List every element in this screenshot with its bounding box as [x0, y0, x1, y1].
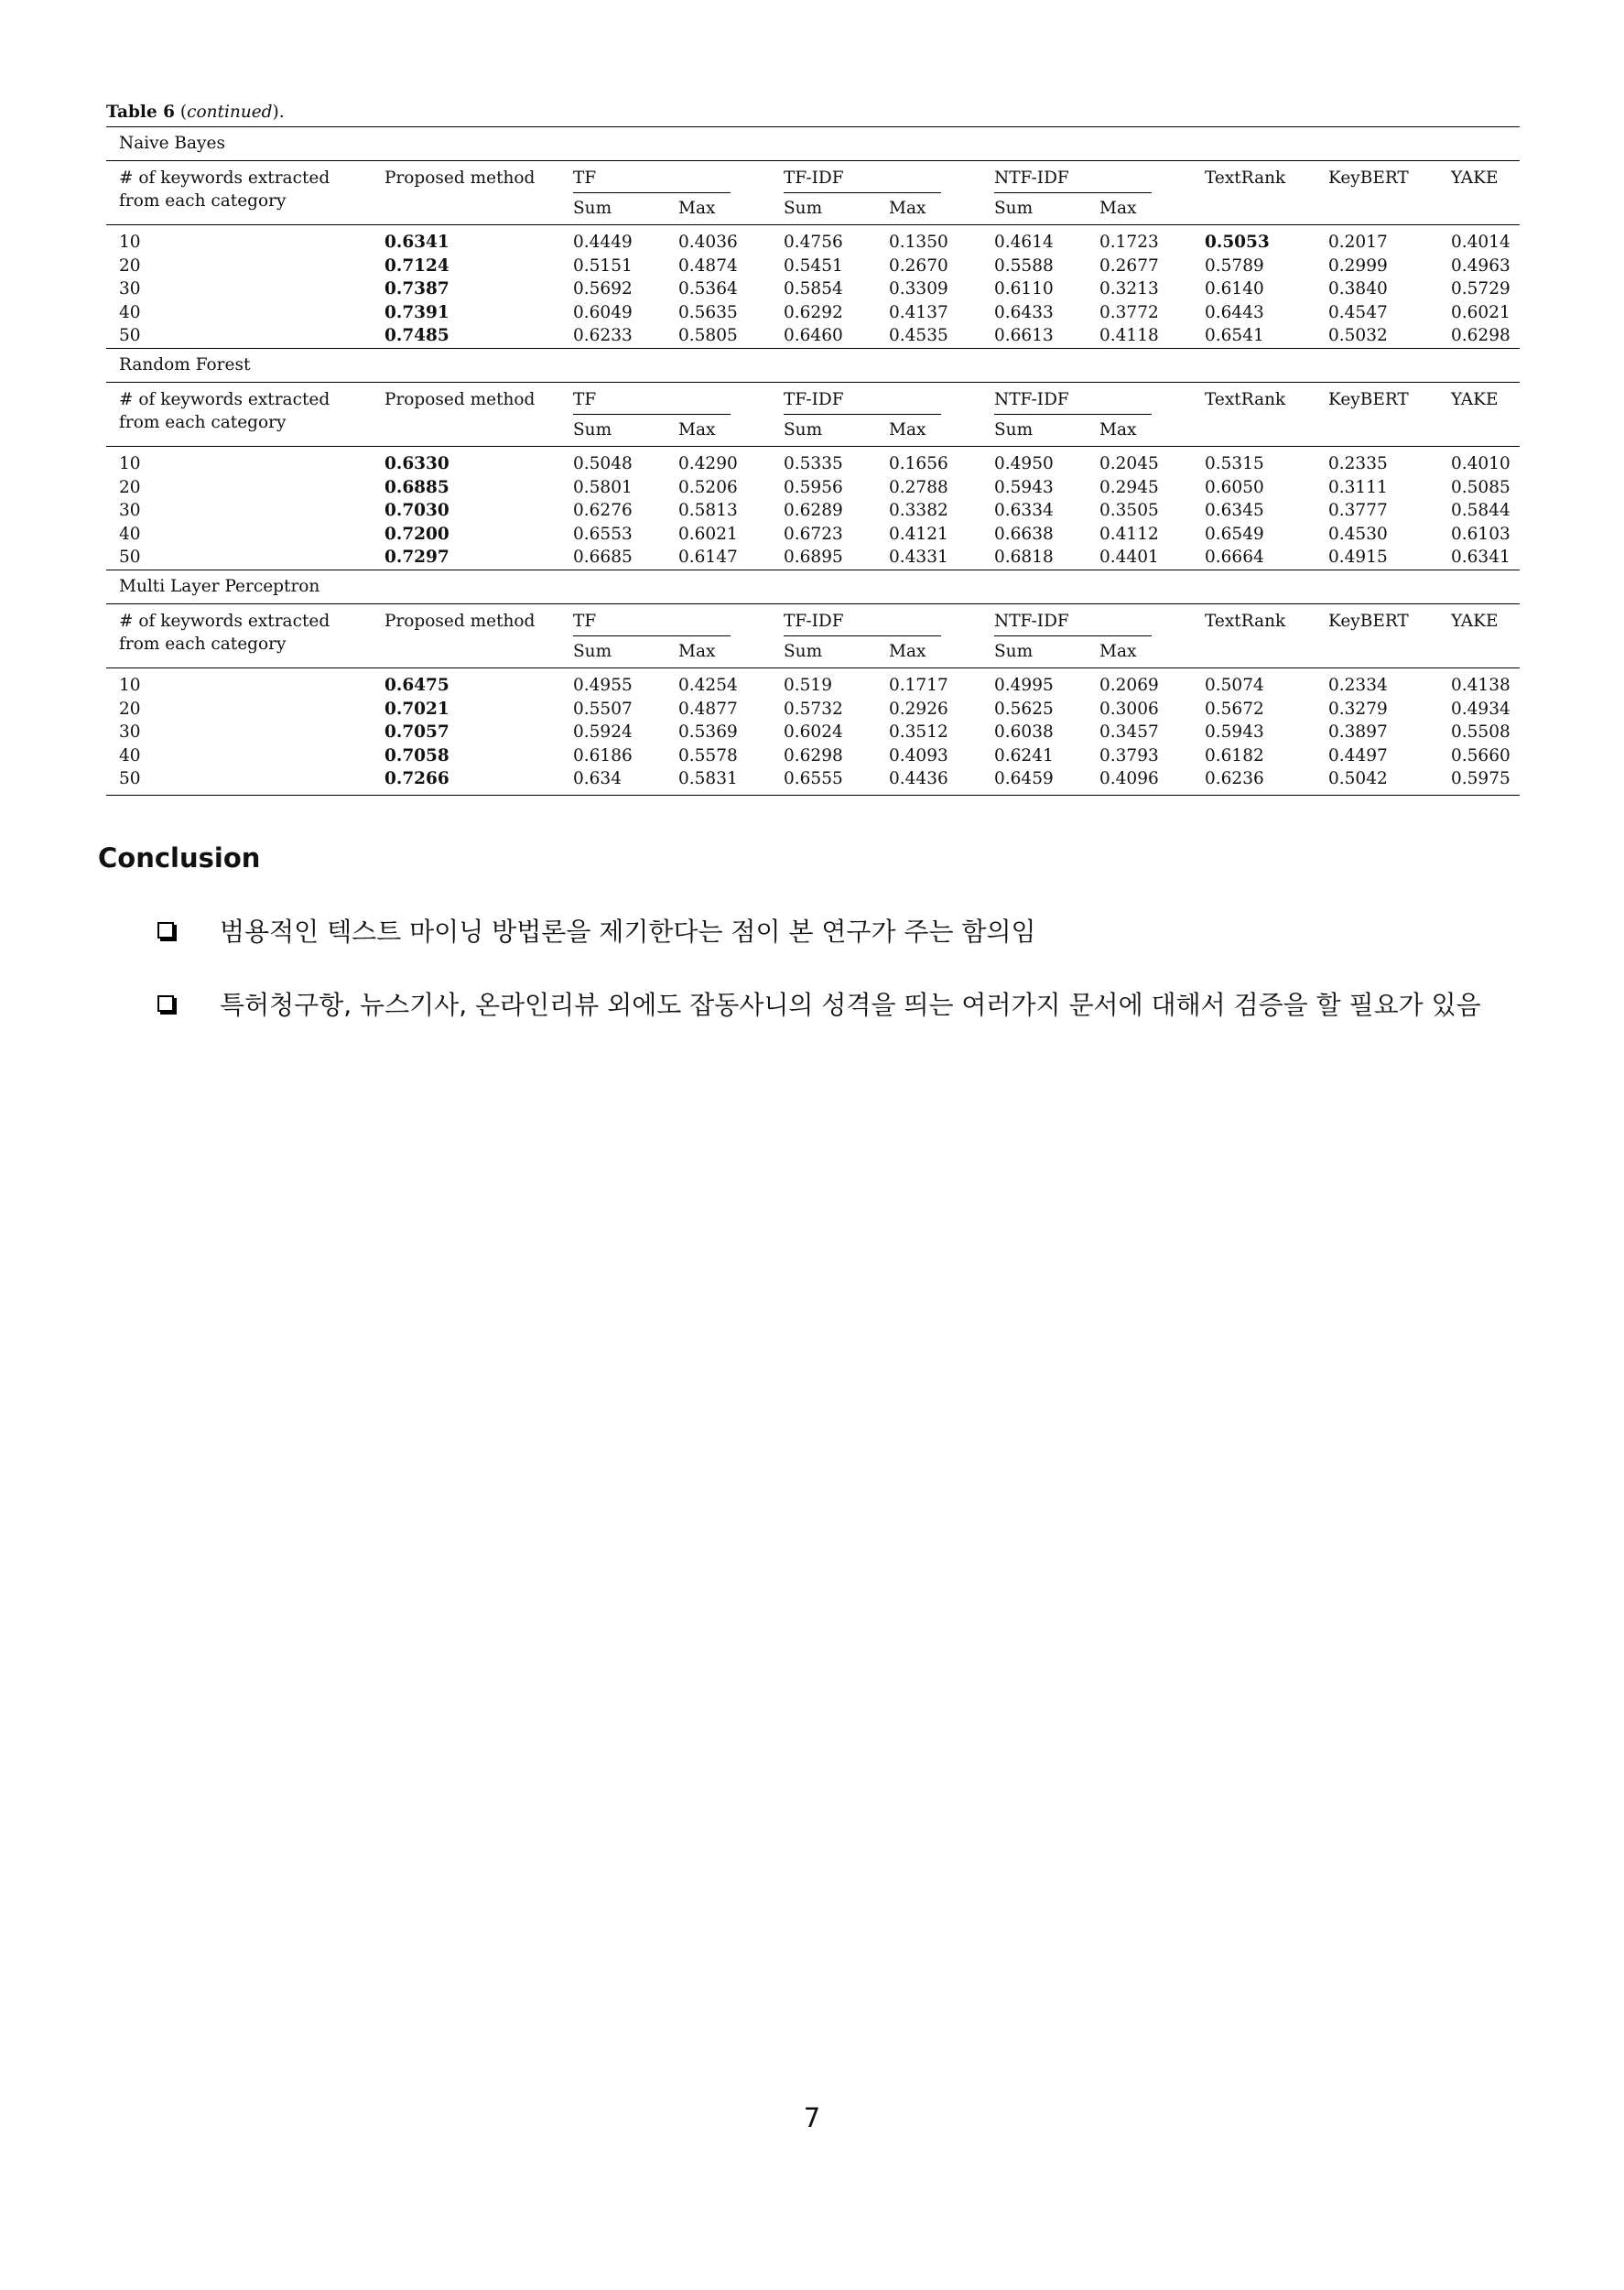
subheader-sum: Sum: [573, 419, 612, 440]
table-cell: 0.2670: [889, 255, 948, 276]
table-cell: 0.3777: [1328, 501, 1388, 521]
table-cell: 0.5369: [678, 722, 738, 743]
subheader-max: Max: [889, 199, 926, 218]
table-cell: 0.2069: [1087, 667, 1192, 697]
table-cell: 0.5588: [994, 255, 1054, 276]
header-tf: [560, 382, 771, 415]
subheader-max: Max: [678, 419, 716, 440]
table-cell: 0.6292: [784, 302, 843, 322]
table-caption-label: Table 6: [106, 103, 176, 122]
table-cell: 0.5507: [573, 699, 633, 719]
table-cell: 0.6330: [372, 446, 560, 475]
section-title: Multi Layer Perceptron: [106, 570, 1520, 603]
table-cell: 0.4010: [1438, 446, 1520, 475]
table-cell: 0.6024: [784, 722, 843, 743]
table-cell: 0.6147: [678, 548, 738, 568]
section-title: Random Forest: [106, 348, 1520, 382]
table-cell: 0.6553: [573, 524, 633, 544]
table-row: [106, 277, 1520, 301]
table-cell: 0.4138: [1438, 667, 1520, 697]
table-cell: 0.5831: [666, 767, 771, 795]
table-cell: 0.6885: [384, 477, 449, 497]
header-tf: [560, 603, 771, 636]
table-cell: 0.4547: [1328, 302, 1388, 322]
table-cell: 0.5854: [784, 279, 843, 299]
table-cell: 0.3279: [1328, 699, 1388, 719]
table-cell: 0.6298: [784, 745, 843, 765]
header-textrank: TextRank: [1192, 382, 1315, 446]
section-title: Naive Bayes: [106, 127, 1520, 161]
table-cell: 0.5053: [1192, 225, 1315, 255]
table-cell: 0.3793: [1099, 745, 1159, 765]
table-cell: 0.4436: [876, 767, 981, 795]
table-cell: 0.3512: [889, 722, 948, 743]
table-cell: 40: [119, 745, 141, 765]
subheader-sum: Sum: [573, 641, 612, 661]
table-cell: 0.5789: [1205, 255, 1264, 276]
table-cell: 0.5924: [573, 722, 633, 743]
header-keywords-line1: # of keywords extracted: [119, 389, 330, 409]
table-cell: 0.4877: [678, 699, 738, 719]
table-cell: 0.7485: [384, 326, 449, 346]
table-cell: 0.5206: [678, 477, 738, 497]
table-cell: 0.7021: [384, 699, 449, 719]
table-cell: 0.6236: [1192, 767, 1315, 795]
table-cell: 0.3382: [889, 501, 948, 521]
header-tfidf: [771, 603, 981, 636]
table-cell: 0.4874: [678, 255, 738, 276]
table-cell: 0.7058: [384, 745, 449, 765]
table-cell: 0.4014: [1438, 225, 1520, 255]
table-cell: 0.5943: [1205, 722, 1264, 743]
table-caption-note: continued: [187, 103, 273, 122]
header-proposed: Proposed method: [372, 161, 560, 225]
table-cell: 0.5732: [784, 699, 843, 719]
table-cell: 0.5578: [678, 745, 738, 765]
table-cell: 40: [119, 524, 141, 544]
table-cell: 10: [106, 446, 372, 475]
table-cell: 0.6298: [1451, 326, 1510, 346]
table-cell: 0.4118: [1099, 326, 1159, 346]
table-cell: 0.6664: [1205, 548, 1264, 568]
subheader-sum: Sum: [784, 419, 823, 440]
header-tfidf-label: TF-IDF: [784, 167, 941, 193]
subheader-max: Max: [1099, 199, 1137, 218]
table-cell: 0.4756: [771, 225, 876, 255]
table-cell: 0.5975: [1438, 767, 1520, 795]
subheader-sum: Sum: [994, 419, 1034, 440]
table-cell: 0.4535: [889, 326, 948, 346]
header-keybert: KeyBERT: [1315, 161, 1438, 225]
table-cell: 0.2335: [1315, 446, 1438, 475]
table-cell: 0.7124: [384, 255, 449, 276]
table-cell: 0.2017: [1315, 225, 1438, 255]
table-cell: 10: [106, 667, 372, 697]
subheader-sum: Sum: [994, 641, 1034, 661]
table-cell: 0.4950: [981, 446, 1087, 475]
header-ntfidf-label: NTF-IDF: [994, 167, 1152, 193]
table-cell: 0.5032: [1328, 326, 1388, 346]
header-keywords-line2: from each category: [119, 412, 287, 432]
table-cell: 0.3111: [1328, 477, 1388, 497]
table-cell: 0.4614: [981, 225, 1087, 255]
table-cell: 0.6341: [372, 225, 560, 255]
table-cell: 0.6723: [784, 524, 843, 544]
table-cell: 0.4955: [560, 667, 666, 697]
table-cell: 0.6038: [994, 722, 1054, 743]
table-cell: 0.6103: [1451, 524, 1510, 544]
header-keybert: KeyBERT: [1315, 603, 1438, 667]
table-row: [106, 255, 1520, 278]
table-cell: 0.7391: [384, 302, 449, 322]
bullet-item: [157, 906, 1549, 958]
header-keywords-line2: from each category: [119, 191, 287, 211]
table-row: [106, 667, 1520, 697]
table-cell: 0.5364: [678, 279, 738, 299]
bullet-text: 범용적인 텍스트 마이닝 방법론을 제기한다는 점이 본 연구가 주는 함의임: [220, 917, 1036, 947]
table-row: [106, 721, 1520, 744]
table-cell: 0.3457: [1099, 722, 1159, 743]
table-cell: 0.7297: [384, 548, 449, 568]
table-cell: 0.6050: [1205, 477, 1264, 497]
table-cell: 0.6541: [1205, 326, 1264, 346]
table-cell: 0.6186: [573, 745, 633, 765]
page-number: 7: [803, 2102, 821, 2133]
header-keywords-line1: # of keywords extracted: [119, 611, 330, 631]
header-yake: YAKE: [1438, 603, 1520, 667]
table-cell: 0.3897: [1328, 722, 1388, 743]
table-cell: 0.3772: [1099, 302, 1159, 322]
subheader-max: Max: [1099, 641, 1137, 661]
table-cell: 0.5074: [1192, 667, 1315, 697]
header-proposed: Proposed method: [372, 382, 560, 446]
header-row: [106, 382, 1520, 415]
table-cell: 0.4401: [1099, 548, 1159, 568]
table-cell: 0.4290: [666, 446, 771, 475]
header-keywords-line1: # of keywords extracted: [119, 168, 330, 188]
table-cell: 0.4096: [1087, 767, 1192, 795]
table-cell: 0.4497: [1328, 745, 1388, 765]
header-tfidf: [771, 161, 981, 194]
table-row: [106, 698, 1520, 722]
checkbox-bullet-icon: [157, 922, 174, 939]
table-cell: 0.2334: [1315, 667, 1438, 697]
header-row: [106, 603, 1520, 636]
table-cell: 0.6233: [573, 326, 633, 346]
table-cell: 0.5805: [678, 326, 738, 346]
table-cell: 0.1656: [876, 446, 981, 475]
table-cell: 0.6345: [1205, 501, 1264, 521]
header-tf-label: TF: [573, 388, 731, 415]
header-tf: [560, 161, 771, 194]
table-cell: 0.4112: [1099, 524, 1159, 544]
table-cell: 20: [119, 477, 141, 497]
header-tfidf-label: TF-IDF: [784, 388, 941, 415]
header-tf-label: TF: [573, 167, 731, 193]
subheader-max: Max: [889, 641, 926, 661]
header-proposed: Proposed method: [372, 603, 560, 667]
table-cell: 0.6182: [1205, 745, 1264, 765]
table-cell: 0.4995: [981, 667, 1087, 697]
table-cell: 0.2677: [1099, 255, 1159, 276]
conclusion-heading: Conclusion: [98, 842, 261, 874]
table-cell: 0.5844: [1451, 501, 1510, 521]
table-cell: 0.5956: [784, 477, 843, 497]
table-cell: 0.2999: [1328, 255, 1388, 276]
header-ntfidf: [981, 161, 1192, 194]
table-cell: 0.5672: [1205, 699, 1264, 719]
table-cell: 30: [119, 279, 141, 299]
table-cell: 0.5151: [573, 255, 633, 276]
table-cell: 0.6549: [1205, 524, 1264, 544]
table-row: [106, 499, 1520, 523]
section-title-row: [106, 570, 1520, 603]
table-row: [106, 324, 1520, 348]
subheader-max: Max: [678, 199, 716, 218]
header-ntfidf-label: NTF-IDF: [994, 388, 1152, 415]
table-row: [106, 744, 1520, 768]
table-cell: 0.6460: [784, 326, 843, 346]
table-cell: 0.5635: [678, 302, 738, 322]
bullet-text: 특허청구항, 뉴스기사, 온라인리뷰 외에도 잡동사니의 성격을 띄는 여러가지 문서에 대해서 검증을 할 필요가 있음: [220, 990, 1481, 1020]
header-keywords: [106, 603, 372, 667]
table-cell: 0.5042: [1315, 767, 1438, 795]
table-cell: 0.3840: [1328, 279, 1388, 299]
table-cell: 0.2926: [889, 699, 948, 719]
results-table: [106, 126, 1520, 796]
table-cell: 0.4915: [1328, 548, 1388, 568]
table-cell: 0.6276: [573, 501, 633, 521]
table-cell: 0.6818: [994, 548, 1054, 568]
table-cell: 0.6241: [994, 745, 1054, 765]
header-tfidf: [771, 382, 981, 415]
table-cell: 0.6334: [994, 501, 1054, 521]
table-cell: 0.6289: [784, 501, 843, 521]
table-cell: 0.5315: [1192, 446, 1315, 475]
table-cell: 0.6475: [372, 667, 560, 697]
table-cell: 0.6140: [1205, 279, 1264, 299]
subheader-max: Max: [678, 641, 716, 661]
table-cell: 0.6049: [573, 302, 633, 322]
conclusion-bullets: [157, 906, 1549, 1053]
header-textrank: TextRank: [1192, 161, 1315, 225]
subheader-sum: Sum: [994, 199, 1034, 218]
table-cell: 50: [106, 767, 372, 795]
table-cell: 20: [119, 699, 141, 719]
table-cell: 0.5335: [771, 446, 876, 475]
table-cell: 0.2045: [1087, 446, 1192, 475]
table-cell: 0.5451: [784, 255, 843, 276]
header-textrank: TextRank: [1192, 603, 1315, 667]
table-cell: 0.6459: [981, 767, 1087, 795]
table-cell: 0.1723: [1087, 225, 1192, 255]
bullet-item: [157, 980, 1549, 1031]
table-cell: 0.5048: [560, 446, 666, 475]
table-cell: 0.3006: [1099, 699, 1159, 719]
table-cell: 50: [119, 326, 141, 346]
table-cell: 20: [119, 255, 141, 276]
table-cell: 0.4331: [889, 548, 948, 568]
header-keybert: KeyBERT: [1315, 382, 1438, 446]
table-cell: 30: [119, 501, 141, 521]
header-ntfidf-label: NTF-IDF: [994, 610, 1152, 636]
table-cell: 0.6021: [678, 524, 738, 544]
table-cell: 0.5943: [994, 477, 1054, 497]
subheader-max: Max: [1099, 419, 1137, 440]
table-cell: 0.4137: [889, 302, 948, 322]
header-ntfidf: [981, 603, 1192, 636]
section-title-row: [106, 127, 1520, 161]
table-cell: 0.6895: [784, 548, 843, 568]
header-keywords: [106, 382, 372, 446]
header-row: [106, 161, 1520, 194]
table-cell: 50: [119, 548, 141, 568]
table-row: [106, 546, 1520, 570]
table-cell: 0.7030: [384, 501, 449, 521]
table-cell: 40: [119, 302, 141, 322]
table-cell: 0.519: [771, 667, 876, 697]
table-cell: 0.7387: [384, 279, 449, 299]
table-cell: 0.6110: [994, 279, 1054, 299]
header-tf-label: TF: [573, 610, 731, 636]
header-yake: YAKE: [1438, 382, 1520, 446]
table-cell: 0.5729: [1451, 279, 1510, 299]
table-cell: 0.5660: [1451, 745, 1510, 765]
table-cell: 0.5508: [1451, 722, 1510, 743]
table-cell: 10: [106, 225, 372, 255]
subheader-sum: Sum: [784, 199, 823, 218]
table-row: [106, 523, 1520, 547]
table-cell: 0.6443: [1205, 302, 1264, 322]
checkbox-bullet-icon: [157, 995, 174, 1012]
subheader-sum: Sum: [784, 641, 823, 661]
table-cell: 0.1717: [876, 667, 981, 697]
table-cell: 0.4449: [560, 225, 666, 255]
table-cell: 0.4934: [1451, 699, 1510, 719]
subheader-sum: Sum: [573, 199, 612, 218]
table-cell: 0.5085: [1451, 477, 1510, 497]
table-cell: 0.4254: [666, 667, 771, 697]
table-row: [106, 301, 1520, 325]
table-cell: 0.6021: [1451, 302, 1510, 322]
table-cell: 0.6613: [994, 326, 1054, 346]
table-cell: 0.4963: [1451, 255, 1510, 276]
header-keywords: [106, 161, 372, 225]
header-tfidf-label: TF-IDF: [784, 610, 941, 636]
table-cell: 0.6341: [1451, 548, 1510, 568]
table-cell: 0.4121: [889, 524, 948, 544]
table-caption-close: ).: [272, 103, 285, 122]
subheader-max: Max: [889, 419, 926, 440]
table-cell: 0.634: [560, 767, 666, 795]
table-cell: 0.2788: [889, 477, 948, 497]
table-cell: 0.5801: [573, 477, 633, 497]
header-keywords-line2: from each category: [119, 634, 287, 654]
table-cell: 0.6433: [994, 302, 1054, 322]
table-cell: 0.3213: [1099, 279, 1159, 299]
table-caption-open: (: [175, 103, 188, 122]
table-cell: 30: [119, 722, 141, 743]
table-cell: 0.4036: [666, 225, 771, 255]
table-cell: 0.7266: [372, 767, 560, 795]
table-cell: 0.7200: [384, 524, 449, 544]
table-cell: 0.6685: [573, 548, 633, 568]
table-cell: 0.6638: [994, 524, 1054, 544]
table-cell: 0.2945: [1099, 477, 1159, 497]
table-cell: 0.7057: [384, 722, 449, 743]
table-cell: 0.4093: [889, 745, 948, 765]
table-cell: 0.6555: [771, 767, 876, 795]
table-cell: 0.5625: [994, 699, 1054, 719]
table-cell: 0.5813: [678, 501, 738, 521]
section-title-row: [106, 348, 1520, 382]
header-yake: YAKE: [1438, 161, 1520, 225]
table-cell: 0.3309: [889, 279, 948, 299]
table-row: [106, 476, 1520, 500]
table-row: [106, 225, 1520, 255]
table-row: [106, 446, 1520, 475]
table-caption: [106, 99, 1520, 126]
table-cell: 0.3505: [1099, 501, 1159, 521]
header-ntfidf: [981, 382, 1192, 415]
table-cell: 0.5692: [573, 279, 633, 299]
results-table-block: [106, 99, 1520, 796]
table-cell: 0.1350: [876, 225, 981, 255]
table-row: [106, 767, 1520, 795]
table-cell: 0.4530: [1328, 524, 1388, 544]
